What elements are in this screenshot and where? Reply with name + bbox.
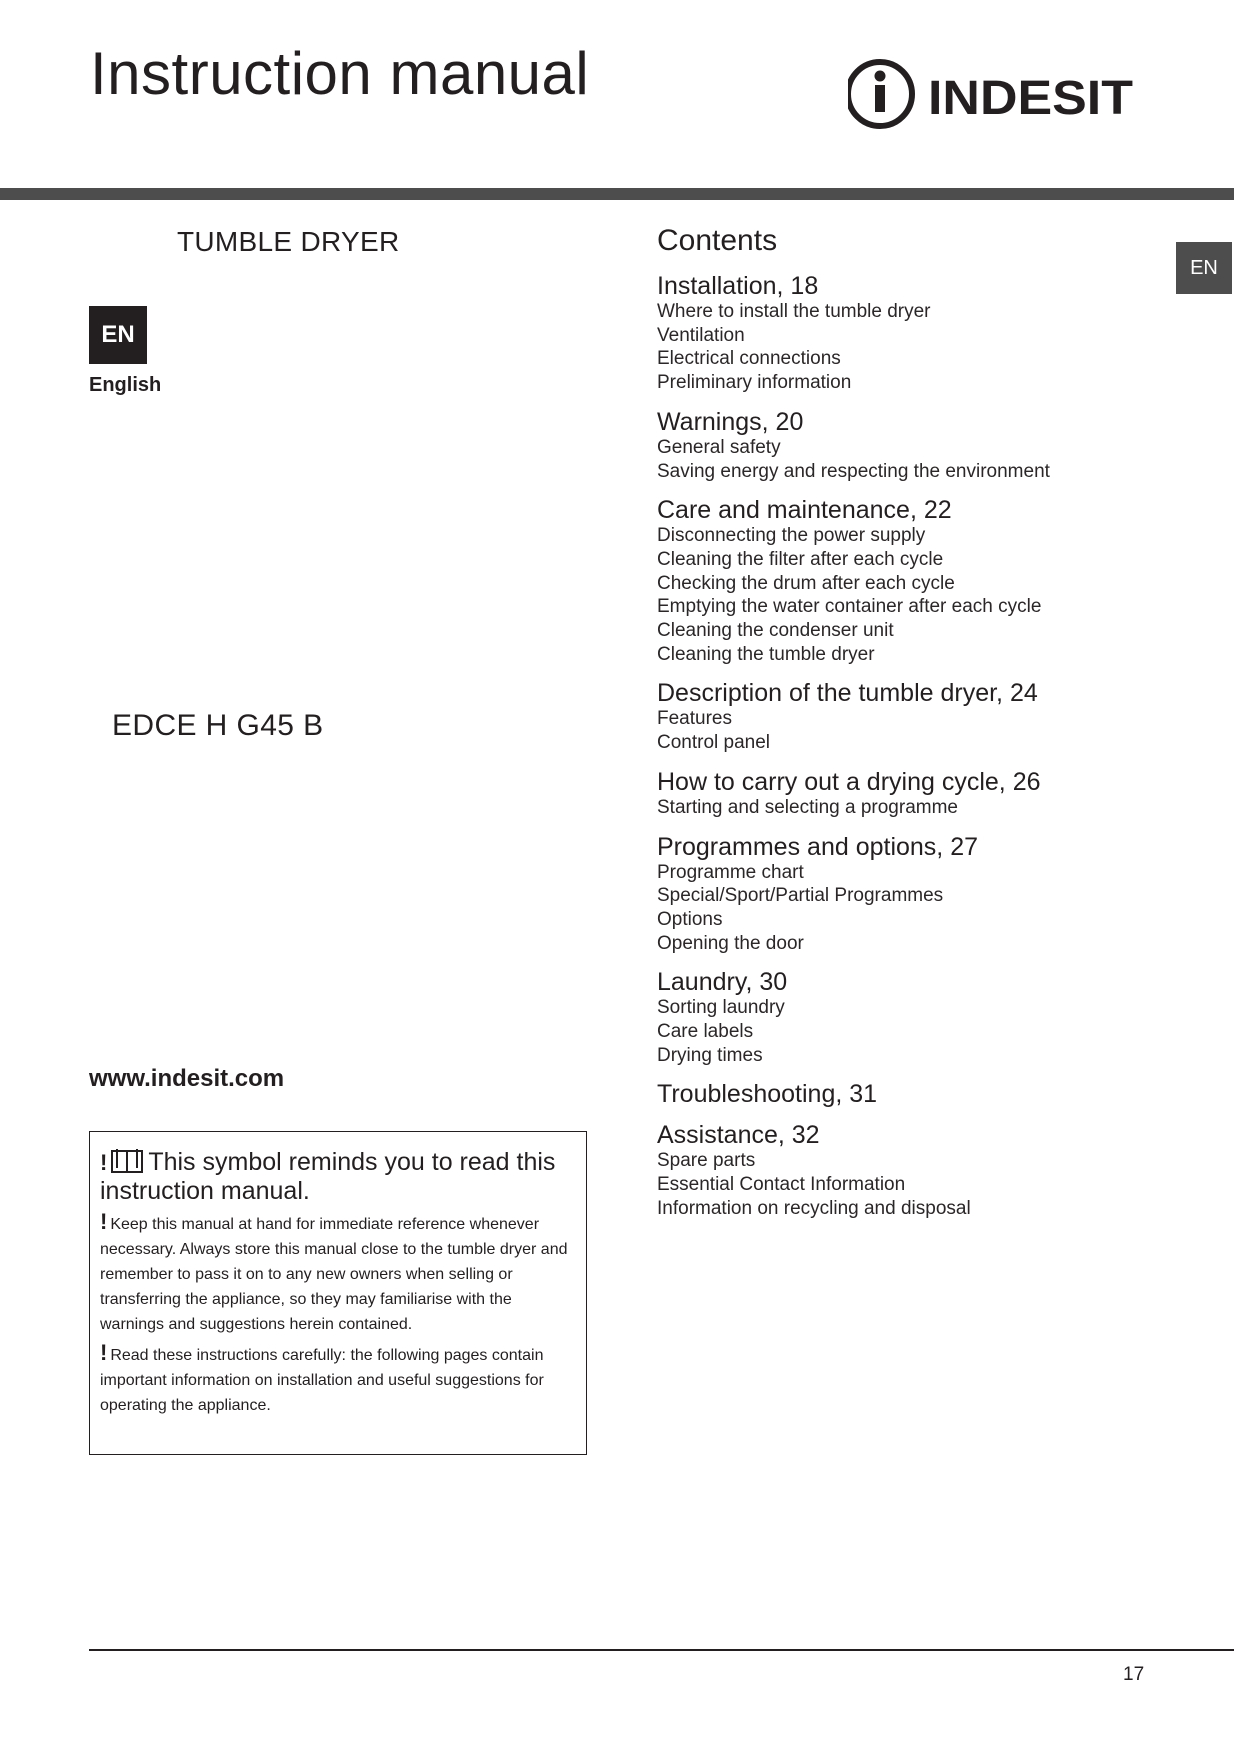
manual-book-icon xyxy=(110,1148,144,1174)
contents-section xyxy=(657,679,1177,754)
header-divider xyxy=(0,188,1234,200)
contents-section xyxy=(657,833,1177,956)
contents-section-title[interactable]: Programmes and options, 27 xyxy=(657,832,979,861)
contents-section xyxy=(657,1080,1177,1108)
contents-item[interactable]: Disconnecting the power supply xyxy=(657,525,926,547)
contents-item[interactable]: Checking the drum after each cycle xyxy=(657,572,955,594)
contents-item[interactable]: Essential Contact Information xyxy=(657,1174,906,1196)
contents-section-title[interactable]: Troubleshooting, 31 xyxy=(657,1080,878,1109)
contents-item[interactable]: Control panel xyxy=(657,732,771,754)
language-tab[interactable]: EN xyxy=(1176,242,1232,294)
contents-section-title[interactable]: Assistance, 32 xyxy=(657,1121,820,1150)
contents-list xyxy=(657,224,1177,1234)
notice-paragraph: ! Read these instructions carefully: the following pages contain important information on installation and useful suggestions for operating the appliance. xyxy=(100,1340,544,1414)
indesit-logo xyxy=(848,54,1148,134)
contents-section-title[interactable]: Description of the tumble dryer, 24 xyxy=(657,679,1038,708)
contents-item[interactable]: Opening the door xyxy=(657,932,804,954)
contents-item[interactable]: Options xyxy=(657,908,723,930)
contents-item[interactable]: Care labels xyxy=(657,1021,754,1043)
contents-item[interactable]: Ventilation xyxy=(657,324,745,346)
contents-item[interactable]: Cleaning the condenser unit xyxy=(657,620,894,642)
contents-item[interactable]: Programme chart xyxy=(657,861,804,883)
contents-item[interactable]: Electrical connections xyxy=(657,348,841,370)
page-title: Instruction manual xyxy=(90,40,590,107)
contents-item[interactable]: Starting and selecting a programme xyxy=(657,796,958,818)
contents-section xyxy=(657,968,1177,1067)
product-type: TUMBLE DRYER xyxy=(177,226,400,257)
contents-section-title[interactable]: Warnings, 20 xyxy=(657,407,804,436)
notice-paragraph: ! Keep this manual at hand for immediate reference whenever necessary. Always store this manual close to the tumble dryer and remember to pass it on to any new owners when selling or transferring the appliance, so they may familiarise with the warnings and suggestions herein contained. xyxy=(100,1209,568,1333)
page-number: 17 xyxy=(1123,1664,1145,1685)
contents-section xyxy=(657,408,1177,483)
contents-section-title[interactable]: Care and maintenance, 22 xyxy=(657,496,952,525)
svg-text:INDESIT: INDESIT xyxy=(928,72,1133,125)
exclamation-icon: ! xyxy=(100,1209,108,1234)
contents-item[interactable]: Cleaning the filter after each cycle xyxy=(657,548,944,570)
footer-divider xyxy=(89,1649,1234,1651)
contents-section xyxy=(657,496,1177,666)
contents-item[interactable]: Spare parts xyxy=(657,1150,756,1172)
contents-item[interactable]: Cleaning the tumble dryer xyxy=(657,643,875,665)
contents-item[interactable]: Drying times xyxy=(657,1044,763,1066)
contents-item[interactable]: Features xyxy=(657,708,732,730)
contents-title: Contents xyxy=(657,224,778,257)
contents-item[interactable]: Sorting laundry xyxy=(657,997,785,1019)
notice-heading-text: This symbol reminds you to read this instruction manual. xyxy=(100,1148,556,1205)
model-number: EDCE H G45 B xyxy=(112,709,324,742)
contents-section-title[interactable]: How to carry out a drying cycle, 26 xyxy=(657,767,1041,796)
contents-section-title[interactable]: Laundry, 30 xyxy=(657,968,788,997)
contents-item[interactable]: Where to install the tumble dryer xyxy=(657,301,931,322)
contents-section xyxy=(657,1121,1177,1220)
language-name: English xyxy=(89,374,162,396)
language-badge: EN xyxy=(89,306,147,364)
contents-item[interactable]: Saving energy and respecting the environment xyxy=(657,460,1050,482)
contents-item[interactable]: Preliminary information xyxy=(657,372,852,394)
exclamation-icon: ! xyxy=(100,1150,108,1175)
notice-heading xyxy=(100,1148,576,1205)
contents-item[interactable]: General safety xyxy=(657,436,781,458)
exclamation-icon: ! xyxy=(100,1340,108,1365)
contents-section xyxy=(657,272,1177,395)
contents-section-title[interactable]: Installation, 18 xyxy=(657,272,819,300)
notice-box xyxy=(89,1131,587,1455)
contents-item[interactable]: Emptying the water container after each cycle xyxy=(657,596,1042,618)
website-link[interactable]: www.indesit.com xyxy=(89,1065,285,1092)
contents-item[interactable]: Special/Sport/Partial Programmes xyxy=(657,885,944,907)
contents-section xyxy=(657,768,1177,820)
contents-item[interactable]: Information on recycling and disposal xyxy=(657,1197,971,1219)
